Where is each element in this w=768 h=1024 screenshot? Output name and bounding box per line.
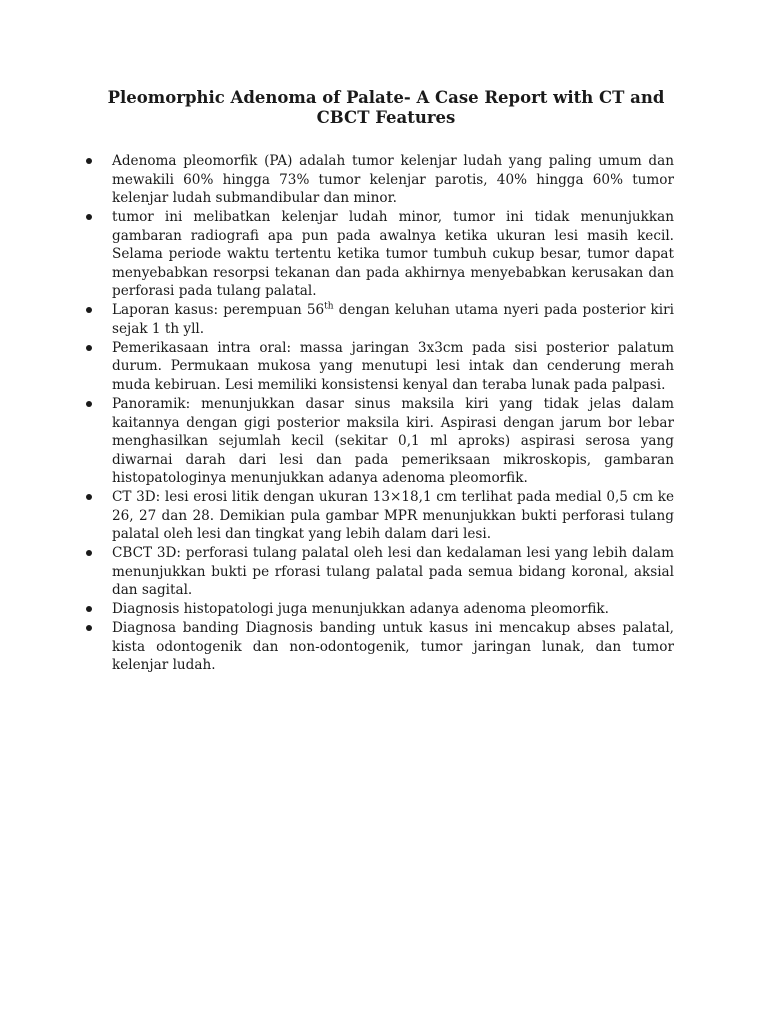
bullet-text: Adenoma pleomorfik (PA) adalah tumor kelenjar ludah yang paling umum dan mewakili 60% hingga 73% tumor kelenjar parotis, 40% hingga 60% tumor kelenjar ludah submandibular dan minor. [112, 153, 674, 207]
bullet-item-1 [86, 152, 674, 208]
bullet-list [86, 152, 674, 675]
bullet-item-2 [86, 208, 674, 301]
bullet-text: Diagnosa banding Diagnosis banding untuk kasus ini mencakup abses palatal, kista odontogenik dan non-odontogenik, tumor jaringan lunak, dan tumor kelenjar ludah. [112, 620, 674, 674]
bullet-icon [86, 345, 92, 351]
bullet-icon [86, 606, 92, 612]
bullet-text: Diagnosis histopatologi juga menunjukkan adanya adenoma pleomorfik. [112, 601, 609, 618]
bullet-text-after: dengan keluhan utama nyeri pada posterior kiri sejak 1 th yll. [112, 302, 674, 337]
bullet-icon [86, 214, 92, 220]
bullet-icon [86, 401, 92, 407]
bullet-item-9 [86, 619, 674, 675]
bullet-item-3 [86, 301, 674, 338]
bullet-icon [86, 158, 92, 164]
bullet-item-6 [86, 488, 674, 544]
bullet-icon [86, 550, 92, 556]
bullet-text: Panoramik: menunjukkan dasar sinus maksila kiri yang tidak jelas dalam kaitannya dengan gigi posterior maksila kiri. Aspirasi dengan jarum bor lebar menghasilkan sejumlah kecil (sekitar 0,1 ml aproks) aspirasi serosa yang diwarnai darah dari lesi dan pada pemeriksaan mikroskopis, gambaran histopatologinya menunjukkan adanya adenoma pleomorfik. [112, 395, 674, 487]
bullet-text-before: Laporan kasus: perempuan 56 [112, 302, 325, 319]
bullet-superscript: th [324, 301, 334, 312]
bullet-text: tumor ini melibatkan kelenjar ludah minor, tumor ini tidak menunjukkan gambaran radiografi apa pun pada awalnya ketika ukuran lesi masih kecil. Selama periode waktu tertentu ketika tumor tumbuh cukup besar, tumor dapat menyebabkan resorpsi tekanan dan pada akhirnya menyebabkan kerusakan dan perforasi pada tulang palatal. [112, 209, 674, 300]
bullet-text: Pemerikasaan intra oral: massa jaringan 3x3cm pada sisi posterior palatum durum. Permukaan mukosa yang menutupi lesi intak dan cenderung merah muda kebiruan. Lesi memiliki konsistensi kenyal dan teraba lunak pada palpasi. [112, 339, 674, 394]
document-title: Pleomorphic Adenoma of Palate- A Case Report with CT and CBCT Features [107, 88, 665, 127]
bullet-text: CBCT 3D: perforasi tulang palatal oleh lesi dan kedalaman lesi yang lebih dalam menunjukkan bukti pe rforasi tulang palatal pada semua bidang koronal, aksial dan sagital. [112, 545, 674, 599]
bullet-item-5 [86, 395, 674, 488]
bullet-item-4 [86, 339, 674, 395]
bullet-icon [86, 494, 92, 500]
bullet-icon [86, 625, 92, 631]
bullet-text: CT 3D: lesi erosi litik dengan ukuran 13×18,1 cm terlihat pada medial 0,5 cm ke 26, 27 dan 28. Demikian pula gambar MPR menunjukkan bukti perforasi tulang palatal oleh lesi dan tingkat yang lebih dalam dari lesi. [112, 489, 674, 543]
bullet-item-8 [86, 600, 674, 619]
bullet-icon [86, 307, 92, 313]
bullet-item-7 [86, 544, 674, 600]
